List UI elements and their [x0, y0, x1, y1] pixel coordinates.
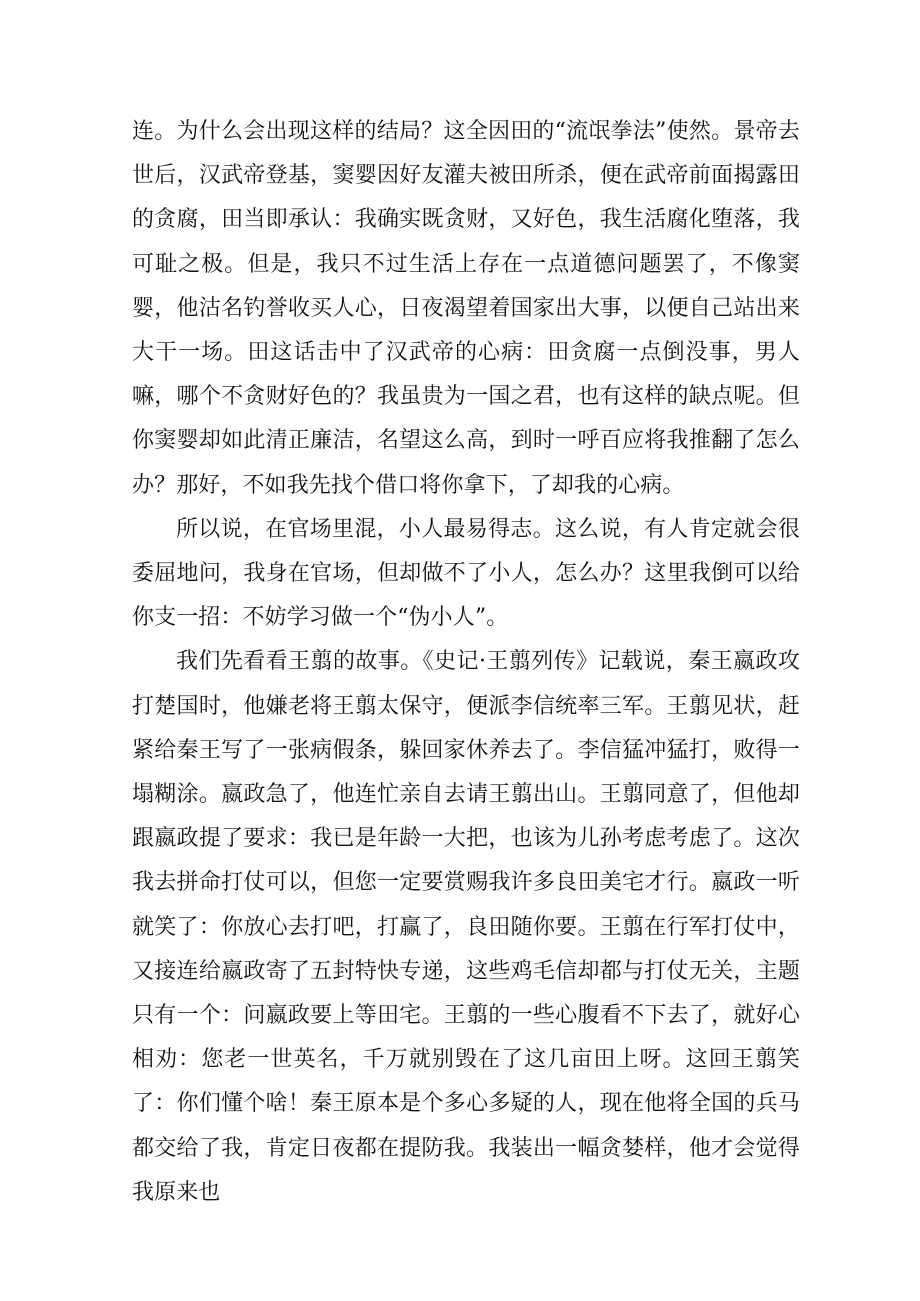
document-body: [132, 110, 800, 1215]
paragraph-3: 我们先看看王翦的故事。《史记·王翦列传》记载说，秦王嬴政攻打楚国时，他嫌老将王翦太保守，便派李信统率三军。王翦见状，赶紧给秦王写了一张病假条，躲回家休养去了。李信猛冲猛打，败得一塌糊涂。嬴政急了，他连忙亲自去请王翦出山。王翦同意了，但他却跟嬴政提了要求：我已是年龄一大把，也该为儿孙考虑考虑了。这次我去拼命打仗可以，但您一定要赏赐我许多良田美宅才行。嬴政一听就笑了：你放心去打吧，打赢了，良田随你要。王翦在行军打仗中，又接连给嬴政寄了五封特快专递，这些鸡毛信却都与打仗无关，主题只有一个：问嬴政要上等田宅。王翦的一些心腹看不下去了，就好心相劝：您老一世英名，千万就别毁在了这几亩田上呀。这回王翦笑了：你们懂个啥！秦王原本是个多心多疑的人，现在他将全国的兵马都交给了我，肯定日夜都在提防我。我装出一幅贪婪样，他才会觉得我原来也: [132, 649, 800, 1205]
paragraph-2: 所以说，在官场里混，小人最易得志。这么说，有人肯定就会很委屈地问，我身在官场，但却做不了小人，怎么办？这里我倒可以给你支一招：不妨学习做一个“伪小人”。: [132, 516, 800, 631]
paragraph-1: 连。为什么会出现这样的结局？这全因田的“流氓拳法”使然。景帝去世后，汉武帝登基，窦婴因好友灌夫被田所杀，便在武帝前面揭露田的贪腐，田当即承认：我确实既贪财，又好色，我生活腐化堕落，我可耻之极。但是，我只不过生活上存在一点道德问题罢了，不像窦婴，他沽名钓誉收买人心，日夜渴望着国家出大事，以便自己站出来大干一场。田这话击中了汉武帝的心病：田贪腐一点倒没事，男人嘛，哪个不贪财好色的？我虽贵为一国之君，也有这样的缺点呢。但你窦婴却如此清正廉洁，名望这么高，到时一呼百应将我推翻了怎么办？那好，不如我先找个借口将你拿下，了却我的心病。: [132, 119, 800, 498]
